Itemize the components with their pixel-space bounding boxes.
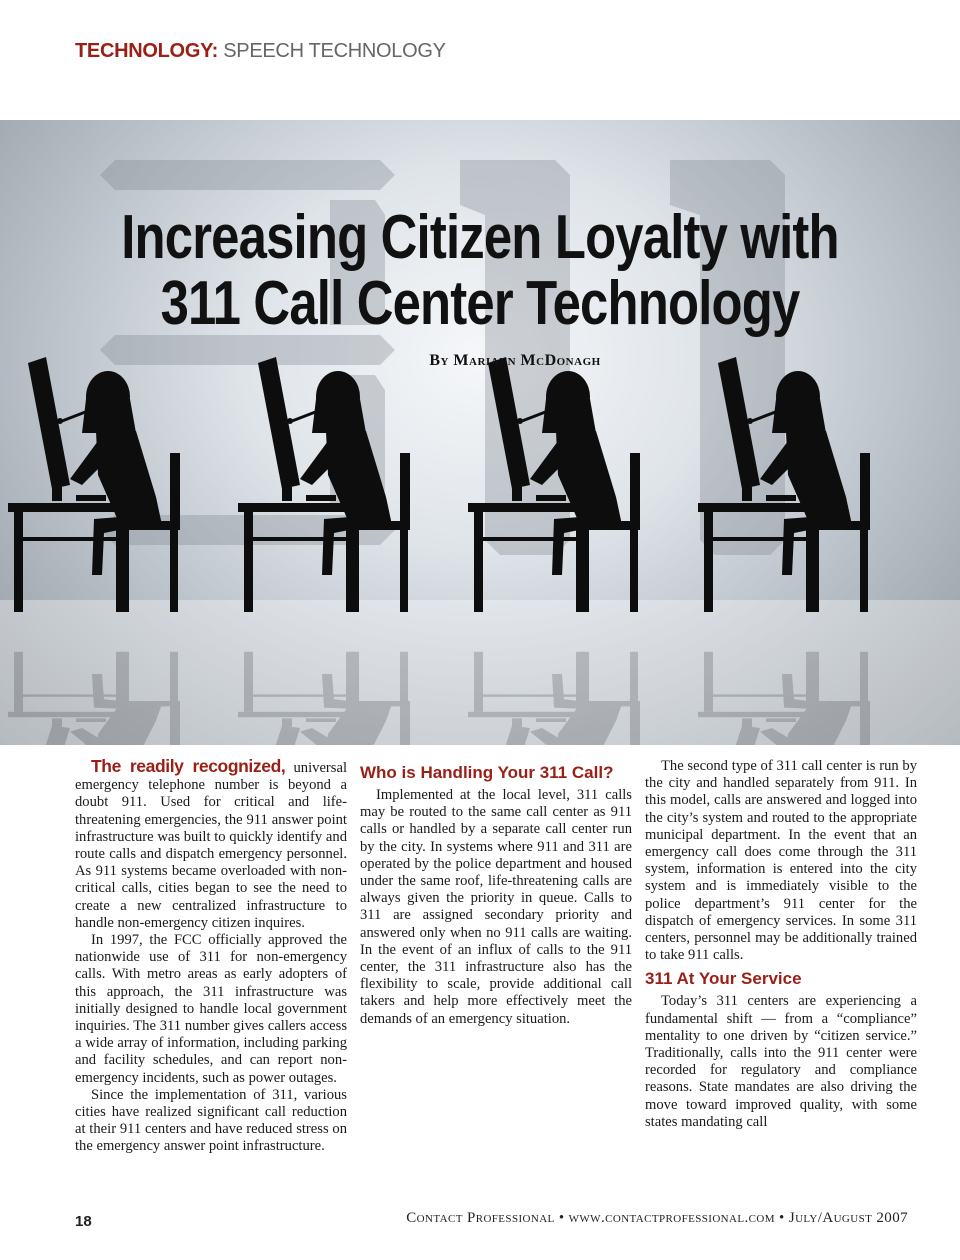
- article-title-line2: 311 Call Center Technology: [160, 269, 800, 338]
- paragraph-3: Since the implementation of 311, various cities have realized significant call reduction at their 911 centers and have reduced stress on the emergency answer point infrastructure.: [75, 1086, 347, 1155]
- section-topic: SPEECH TECHNOLOGY: [223, 40, 446, 62]
- paragraph-1: universal emergency telephone number is beyond a doubt 911. Used for critical and life-threatening emergencies, the 911 answer point infrastructure was built to quickly identify and route calls and dispatch emergency personnel. As 911 systems became overloaded with non-critical calls, cities began to see the need to create a new centralized infrastructure to handle non-emergency citizen inquires.: [75, 760, 347, 931]
- page-number: 18: [75, 1213, 92, 1230]
- article-byline: By Mariann McDonagh: [429, 352, 601, 369]
- section-header: [75, 40, 446, 63]
- publication-footer: Contact Professional • www.contactprofessional.com • July/August 2007: [406, 1210, 908, 1226]
- subheading-at-your-service: 311 At Your Service: [645, 969, 802, 989]
- paragraph-2: In 1997, the FCC officially approved the nationwide use of 311 for non-emergency calls. With metro areas as early adopters of this approach, the 311 infrastructure was initially designed to handle local government inquiries. The 311 number gives callers access a wide array of information, including parking and facility schedules, and can report non-emergency incidents, such as power outages.: [75, 932, 347, 1086]
- section-category: TECHNOLOGY:: [75, 40, 218, 62]
- body-column-3: [645, 758, 917, 1188]
- article-title: [86, 205, 873, 337]
- paragraph-4: Implemented at the local level, 311 calls may be routed to the same call center as 911 calls or handled by a separate call center run by the city. In systems where 911 and 311 are operated by the police department and housed under the same roof, life-threatening calls are always given the priority in queue. Calls to 311 are assigned secondary priority and answered only when no 911 calls are waiting. In the event of an influx of calls to the 911 center, the 311 infrastructure also has the flexibility to scale, provide additional call takers and help more effectively meet the demands of an emergency situation.: [360, 787, 632, 1027]
- paragraph-6: Today’s 311 centers are experiencing a fundamental shift — from a “compliance” mentality to one driven by “citizen service.” Traditionally, calls into the 911 center were recorded for regulatory and compliance reasons. State mandates are also driving the move toward improved quality, with some states mandating call: [645, 993, 917, 1130]
- subheading-who-is-handling: Who is Handling Your 311 Call?: [360, 763, 614, 782]
- article-title-line1: Increasing Citizen Loyalty with: [121, 203, 839, 272]
- lead-in: The readily recognized,: [91, 758, 286, 776]
- body-column-2: [360, 758, 632, 1188]
- body-column-1: [75, 758, 347, 1188]
- paragraph-5: The second type of 311 call center is run by the city and handled separately from 911. In this model, calls are answered and logged into the city’s system and routed to the appropriate municipal department. In the event that an emergency call does come through the 311 system, information is entered into the city system and is immediately visible to the police department’s 911 center for the dispatch of emergency services. In some 311 centers, personnel may be additionally trained to take 911 calls.: [645, 758, 917, 964]
